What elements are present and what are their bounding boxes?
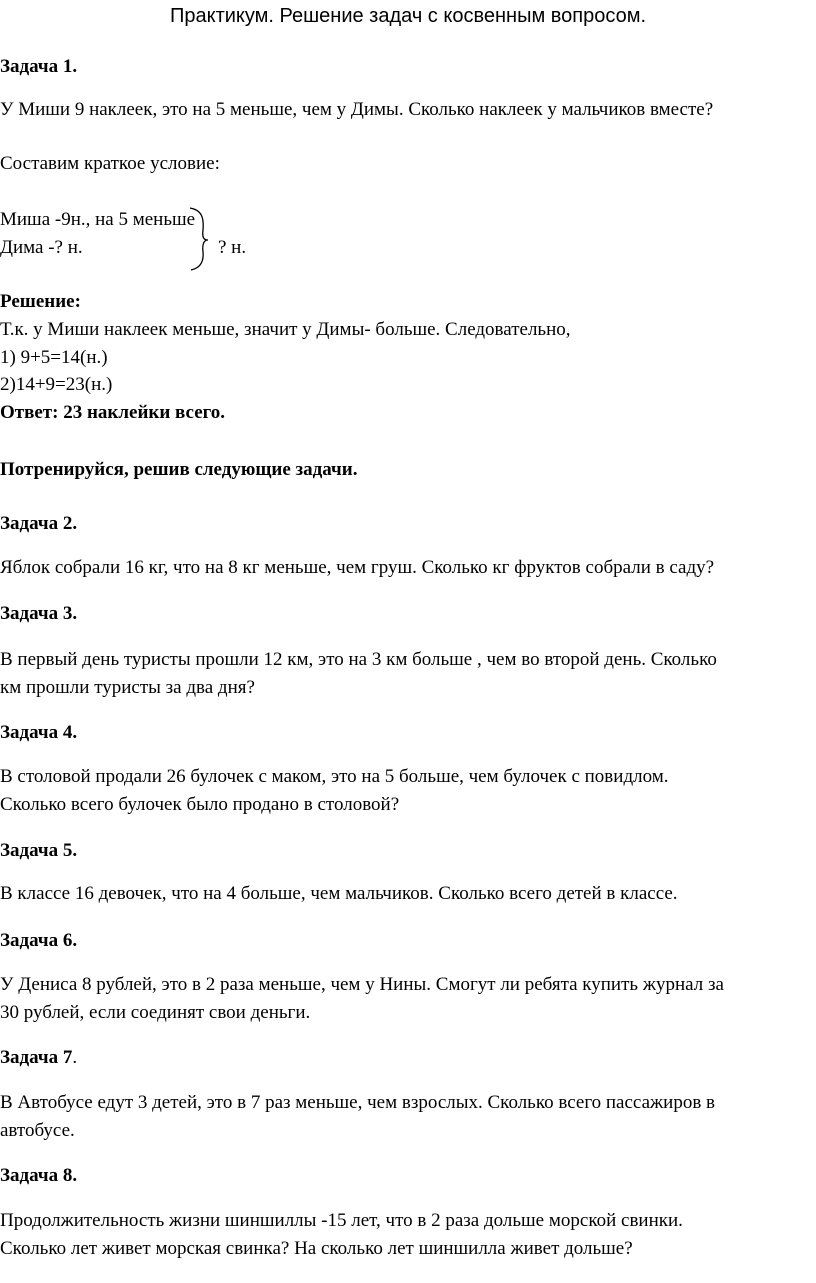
short-condition-intro: Составим краткое условие: [0, 153, 220, 174]
task-4-heading: Задача 4. [0, 722, 78, 743]
curly-brace-icon [186, 206, 216, 272]
task-7-line-1: В Автобусе едут 3 детей, это в 7 раз меньше, чем взрослых. Сколько всего пассажиров в [0, 1092, 716, 1113]
task-8-heading: Задача 8. [0, 1165, 78, 1186]
task-4-line-1: В столовой продали 26 булочек с маком, это на 5 больше, чем булочек с повидлом. [0, 766, 669, 787]
task-7-heading-text: Задача 7 [0, 1047, 73, 1068]
task-4-line-2: Сколько всего булочек было продано в столовой? [0, 794, 400, 815]
task-6-heading: Задача 6. [0, 930, 78, 951]
task-7-heading [0, 1046, 77, 1070]
task-8-line-2: Сколько лет живет морская свинка? На сколько лет шиншилла живет дольше? [0, 1238, 633, 1259]
task-3-line-2: км прошли туристы за два дня? [0, 677, 255, 698]
condition-line-2: Дима -? н. [0, 237, 83, 258]
task-6-line-1: У Дениса 8 рублей, это в 2 раза меньше, чем у Нины. Смогут ли ребята купить журнал за [0, 974, 724, 995]
task-8-line-1: Продолжительность жизни шиншиллы -15 лет, что в 2 раза дольше морской свинки. [0, 1210, 683, 1231]
page-title: Практикум. Решение задач с косвенным вопросом. [169, 5, 646, 27]
solution-step-1: 1) 9+5=14(н.) [0, 347, 108, 368]
task-2-line-1: Яблок собрали 16 кг, что на 8 кг меньше, чем груш. Сколько кг фруктов собрали в саду? [0, 557, 715, 578]
practice-heading: Потренируйся, решив следующие задачи. [0, 459, 358, 480]
solution-step-2: 2)14+9=23(н.) [0, 374, 113, 395]
total-question-label: ? н. [218, 237, 247, 258]
task-1-problem: У Миши 9 наклеек, это на 5 меньше, чем у Димы. Сколько наклеек у мальчиков вместе? [0, 99, 714, 120]
task-1-heading: Задача 1. [0, 56, 78, 77]
task-2-heading: Задача 2. [0, 513, 78, 534]
task-5-heading: Задача 5. [0, 840, 78, 861]
condition-line-1: Миша -9н., на 5 меньше [0, 209, 196, 230]
solution-text: Т.к. у Миши наклеек меньше, значит у Димы- больше. Следовательно, [0, 319, 571, 340]
task-7-line-2: автобусе. [0, 1120, 75, 1141]
task-5-line-1: В классе 16 девочек, что на 4 больше, чем мальчиков. Сколько всего детей в классе. [0, 883, 678, 904]
task-6-line-2: 30 рублей, если соединят свои деньги. [0, 1002, 311, 1023]
answer: Ответ: 23 наклейки всего. [0, 402, 226, 423]
solution-heading: Решение: [0, 291, 81, 312]
task-3-line-1: В первый день туристы прошли 12 км, это на 3 км больше , чем во второй день. Сколько [0, 649, 717, 670]
task-7-heading-period: . [72, 1047, 78, 1068]
task-3-heading: Задача 3. [0, 603, 78, 624]
